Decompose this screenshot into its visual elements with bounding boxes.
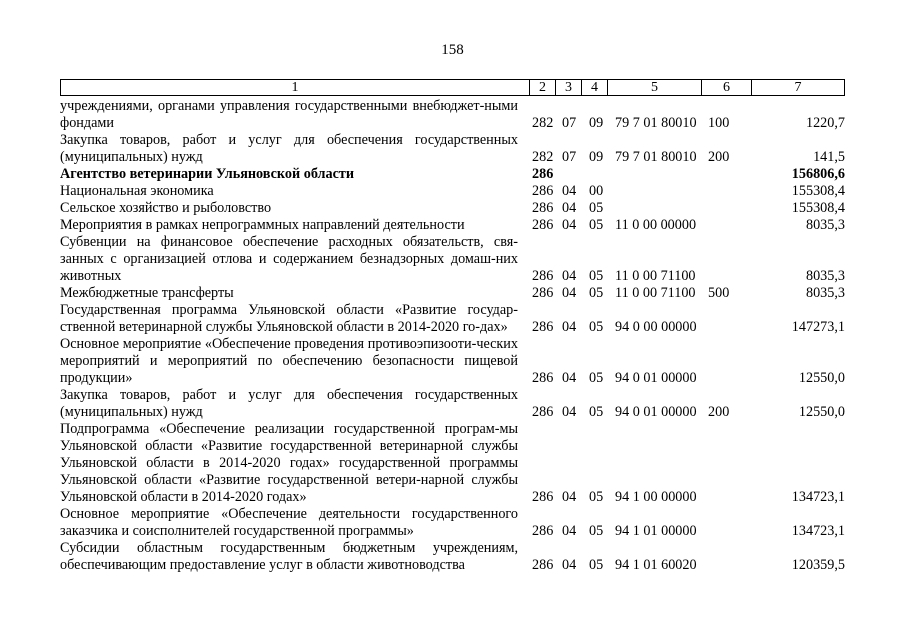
row-col-4: 09 [589,115,604,131]
table-row [60,387,845,421]
header-col-6: 6 [701,80,751,95]
row-amount: 12550,0 [798,370,845,386]
table-header [60,79,845,96]
row-col-3: 04 [562,285,577,301]
row-amount: 120359,5 [791,557,845,573]
row-description: Сельское хозяйство и рыболовство [60,200,272,216]
table-row [60,540,845,574]
row-col-2: 282 [532,115,554,131]
row-description: Основное мероприятие «Обеспечение проведения противоэпизооти-ческих мероприятий и мероприятий по обеспечению безопасности пищевой продукции» [60,336,518,386]
row-col-2: 286 [532,557,554,573]
row-description: Межбюджетные трансферты [60,285,234,301]
header-col-3: 3 [555,80,581,95]
row-description: учреждениями, органами управления государственными внебюджет-ными фондами [60,98,518,131]
row-col-5: 11 0 00 71100 [615,285,696,301]
table-body [60,98,845,574]
row-description: Закупка товаров, работ и услуг для обеспечения государственных (муниципальных) нужд [60,132,518,165]
row-col-2: 286 [532,268,554,284]
row-amount: 134723,1 [791,523,845,539]
row-amount: 8035,3 [805,217,845,233]
header-col-4: 4 [581,80,607,95]
row-col-3: 04 [562,200,577,216]
row-col-4: 09 [589,149,604,165]
row-amount: 12550,0 [798,404,845,420]
row-col-6: 200 [708,404,730,420]
row-col-2: 286 [532,489,554,505]
table-row [60,166,845,183]
row-col-5: 11 0 00 00000 [615,217,697,233]
row-col-6: 500 [708,285,730,301]
table-row [60,421,845,506]
row-col-2: 286 [532,319,554,335]
table-row [60,200,845,217]
row-col-4: 05 [589,217,604,233]
row-col-3: 04 [562,557,577,573]
row-amount: 155308,4 [791,183,845,199]
row-description: Агентство ветеринарии Ульяновской области [60,166,355,182]
table-row [60,302,845,336]
row-col-3: 04 [562,404,577,420]
row-col-4: 05 [589,523,604,539]
row-amount: 8035,3 [805,268,845,284]
row-col-6: 100 [708,115,730,131]
row-col-4: 05 [589,268,604,284]
row-col-4: 05 [589,200,604,216]
row-col-5: 11 0 00 71100 [615,268,696,284]
row-col-4: 00 [589,183,604,199]
table-row [60,183,845,200]
table-row [60,98,845,132]
row-col-2: 282 [532,149,554,165]
row-amount: 134723,1 [791,489,845,505]
row-amount: 1220,7 [805,115,845,131]
header-col-5: 5 [607,80,701,95]
row-col-3: 04 [562,319,577,335]
row-col-3: 04 [562,217,577,233]
header-col-7: 7 [751,80,844,95]
row-col-3: 04 [562,370,577,386]
row-col-4: 05 [589,404,604,420]
row-col-2: 286 [532,200,554,216]
header-col-1: 1 [291,80,299,95]
row-col-4: 05 [589,319,604,335]
row-description: Субсидии областным государственным бюджетным учреждениям, обеспечивающим предоставление услуг в области животноводства [60,540,518,573]
row-col-5: 94 0 01 00000 [615,404,697,420]
row-description: Подпрограмма «Обеспечение реализации государственной програм-мы Ульяновской области «Развитие государственной ветеринарной службы Ульяновской области в 2014-2020 годах» государственной программы Ульяновской области «Развитие государственной ветери-нарной службы Ульяновской области в 2014-2020 годах» [60,421,518,505]
row-col-3: 07 [562,149,577,165]
row-col-2: 286 [532,183,554,199]
row-col-5: 94 1 01 00000 [615,523,697,539]
row-description: Национальная экономика [60,183,214,199]
row-col-2: 286 [532,217,554,233]
row-col-5: 94 0 01 00000 [615,370,697,386]
page-number: 158 [441,42,464,58]
table-row [60,285,845,302]
row-col-5: 94 1 00 00000 [615,489,697,505]
row-col-3: 07 [562,115,577,131]
row-col-5: 79 7 01 80010 [615,115,697,131]
row-col-3: 04 [562,489,577,505]
header-col-2: 2 [529,80,555,95]
row-col-5: 79 7 01 80010 [615,149,697,165]
row-description: Основное мероприятие «Обеспечение деятельности государственного заказчика и соисполнителей государственной программы» [60,506,518,539]
table-row [60,336,845,387]
table-row [60,217,845,234]
row-col-4: 05 [589,489,604,505]
row-description: Мероприятия в рамках непрограммных направлений деятельности [60,217,465,233]
row-col-4: 05 [589,285,604,301]
row-col-2: 286 [532,285,554,301]
row-col-3: 04 [562,523,577,539]
row-col-2: 286 [532,523,554,539]
row-col-3: 04 [562,183,577,199]
row-amount: 147273,1 [791,319,845,335]
row-description: Субвенции на финансовое обеспечение расходных обязательств, свя-занных с организацией отлова и содержанием безнадзорных домаш-них животных [60,234,518,284]
row-col-2: 286 [532,166,554,182]
table-row [60,132,845,166]
row-col-2: 286 [532,370,554,386]
row-description: Закупка товаров, работ и услуг для обеспечения государственных (муниципальных) нужд [60,387,518,420]
row-amount: 8035,3 [805,285,845,301]
row-col-5: 94 1 01 60020 [615,557,697,573]
row-col-4: 05 [589,557,604,573]
row-col-5: 94 0 00 00000 [615,319,697,335]
table-row [60,506,845,540]
row-amount: 156806,6 [791,166,845,182]
table-row [60,234,845,285]
row-col-4: 05 [589,370,604,386]
row-col-3: 04 [562,268,577,284]
row-description: Государственная программа Ульяновской области «Развитие государ-ственной ветеринарной службы Ульяновской области в 2014-2020 го-дах» [60,302,518,335]
row-col-2: 286 [532,404,554,420]
row-amount: 141,5 [813,149,845,165]
row-amount: 155308,4 [791,200,845,216]
row-col-6: 200 [708,149,730,165]
